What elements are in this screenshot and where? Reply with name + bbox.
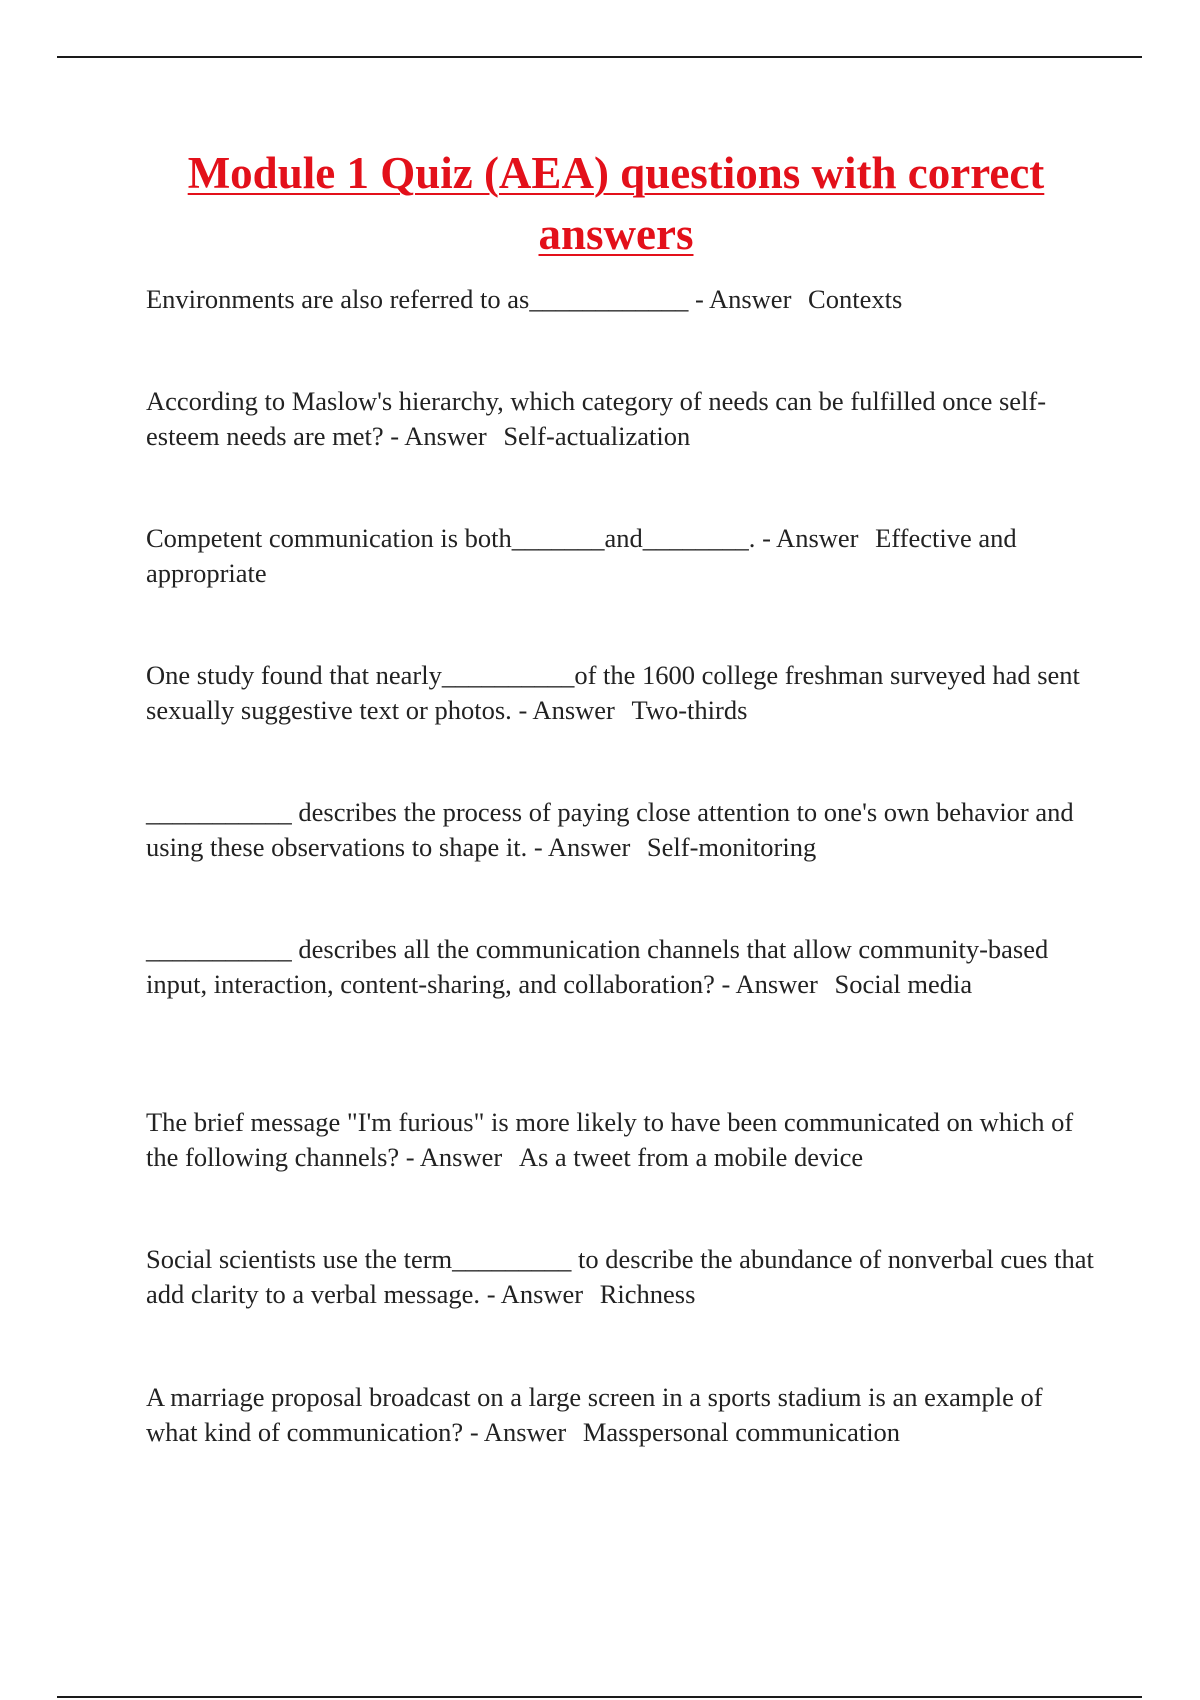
qa-item: [146, 1380, 1096, 1449]
answer-separator: - Answer: [688, 284, 799, 314]
answer-text: As a tweet from a mobile device: [518, 1141, 864, 1172]
answer-text: Two-thirds: [631, 694, 748, 725]
qa-item: [146, 1105, 1096, 1174]
question-text: According to Maslow's hierarchy, which category of needs can be fulfilled once self-esteem needs are met?: [146, 386, 1047, 451]
question-text: Social scientists use the term_________ to describe the abundance of nonverbal cues that add clarity to a verbal message.: [146, 1244, 1094, 1309]
answer-text: Effective and appropriate: [146, 523, 1017, 588]
qa-item: [146, 1242, 1096, 1311]
answer-text: Contexts: [808, 284, 903, 314]
answer-text: Self-monitoring: [646, 831, 817, 862]
qa-item: [146, 795, 1096, 864]
answer-separator: - Answer: [714, 968, 825, 999]
answer-separator: - Answer: [755, 523, 866, 553]
qa-item: [146, 521, 1096, 590]
answer-separator: - Answer: [399, 1141, 509, 1172]
answer-separator: - Answer: [511, 694, 622, 725]
answer-separator: - Answer: [463, 1416, 573, 1447]
question-text: One study found that nearly__________of the 1600 college freshman surveyed had sent sexually suggestive text or photos.: [146, 660, 1080, 725]
question-text: ___________ describes all the communication channels that allow community-based input, interaction, content-sharing, and collaboration?: [146, 934, 1049, 999]
answer-separator: - Answer: [383, 420, 494, 451]
question-text: Environments are also referred to as____________: [146, 284, 689, 314]
answer-separator: - Answer: [527, 831, 637, 862]
answer-text: Self-actualization: [503, 420, 691, 451]
answer-text: Richness: [599, 1278, 696, 1309]
qa-item: [146, 932, 1096, 1001]
qa-item: [146, 384, 1096, 453]
page-title: Module 1 Quiz (AEA) questions with correct answers: [187, 148, 1045, 259]
qa-item: [146, 658, 1096, 727]
top-rule: [57, 56, 1142, 58]
bottom-rule: [57, 1696, 1142, 1698]
question-text: ___________ describes the process of paying close attention to one's own behavior and using these observations to shape it.: [146, 797, 1074, 862]
qa-item: [146, 282, 1096, 317]
answer-text: Social media: [834, 968, 973, 999]
question-text: Competent communication is both_______and________.: [146, 523, 756, 553]
question-text: A marriage proposal broadcast on a large screen in a sports stadium is an example of what kind of communication?: [146, 1382, 1043, 1447]
question-text: The brief message "I'm furious" is more likely to have been communicated on which of the following channels?: [146, 1107, 1074, 1172]
answer-text: Masspersonal communication: [582, 1416, 901, 1447]
answer-separator: - Answer: [480, 1278, 590, 1309]
